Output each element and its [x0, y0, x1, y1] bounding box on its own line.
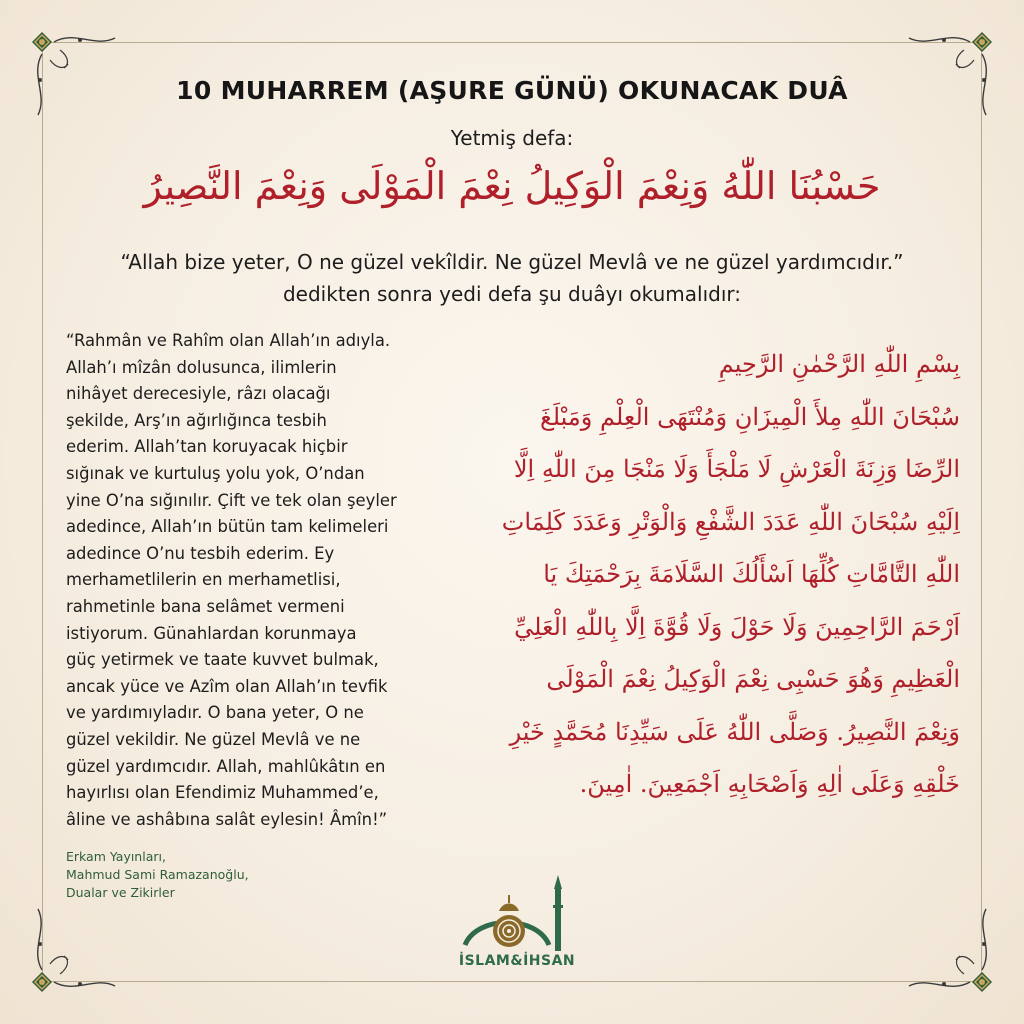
- mosque-icon: [457, 875, 577, 955]
- translation-line: güç yetirmek ve taate kuvvet bulmak,: [66, 650, 379, 670]
- translation-block: [66, 328, 446, 833]
- translation-line: sığınak ve kurtuluş yolu yok, O’ndan: [66, 463, 365, 483]
- source-line: Dualar ve Zikirler: [66, 885, 175, 900]
- translation-line: yine O’na sığınılır. Çift ve tek olan şeyler: [66, 490, 397, 510]
- translation-line: ve yardımıyladır. O bana yeter, O ne: [66, 703, 364, 723]
- arabic-line: اَرْحَمَ الرَّاحِمِينَ وَلَا حَوْلَ وَلَا قُوَّةَ اِلَّا بِاللّٰهِ الْعَلِيِّ: [514, 612, 960, 641]
- brand-name: İSLAM&İHSAN: [458, 953, 576, 969]
- arabic-line: الرِّضَا وَزِنَةَ الْعَرْشِ لَا مَلْجَأَ وَلَا مَنْجَا مِنَ اللّٰهِ اِلَّا: [513, 455, 960, 483]
- translation-line: nihâyet derecesiyle, râzı olacağı: [66, 384, 331, 404]
- translation-line: âline ve ashâbına salât eylesin! Âmîn!”: [66, 809, 388, 829]
- translation-line: ederim. Allah’tan koruyacak hiçbir: [66, 437, 348, 457]
- arabic-line: خَلْقِهِ وَعَلَى اٰلِهِ وَاَصْحَابِهِ اَجْمَعِينَ. اٰمِينَ.: [579, 770, 960, 798]
- meaning-line: dedikten sonra yedi defa şu duâyı okumalıdır:: [282, 282, 741, 306]
- translation-line: adedince O’nu tesbih ederim. Ey: [66, 543, 335, 563]
- arabic-prayer-long: [440, 338, 960, 811]
- meaning-block: [0, 246, 1024, 310]
- translation-line: merhametlilerin en merhametlisi,: [66, 570, 341, 590]
- translation-line: rahmetinle bana selâmet vermeni: [66, 596, 345, 616]
- arabic-line: اِلَيْهِ سُبْحَانَ اللّٰهِ عَدَدَ الشَّفْعِ وَالْوَتْرِ وَعَدَدَ كَلِمَاتِ: [501, 507, 960, 536]
- translation-line: hayırlısı olan Efendimiz Muhammed’e,: [66, 783, 379, 803]
- source-line: Mahmud Sami Ramazanoğlu,: [66, 867, 249, 882]
- arabic-line: بِسْمِ اللّٰهِ الرَّحْمٰنِ الرَّحِيمِ: [718, 350, 960, 378]
- page-title: 10 MUHARREM (AŞURE GÜNÜ) OKUNACAK DUÂ: [176, 76, 848, 105]
- translation-line: istiyorum. Günahlardan korunmaya: [66, 623, 357, 643]
- brand-logo: [457, 875, 577, 975]
- translation-line: “Rahmân ve Rahîm olan Allah’ın adıyla.: [66, 331, 391, 350]
- corner-ornament-bottom-left: [20, 894, 130, 1004]
- translation-line: adedince, Allah’ın bütün tam kelimeleri: [66, 517, 389, 537]
- arabic-line: وَنِعْمَ النَّصِيرُ. وَصَلَّى اللّٰهُ عَلَى سَيِّدِنَا مُحَمَّدٍ خَيْرِ: [509, 717, 960, 746]
- source-line: Erkam Yayınları,: [66, 849, 166, 864]
- meaning-line: “Allah bize yeter, O ne güzel vekîldir. Ne güzel Mevlâ ve ne güzel yardımcıdır.”: [120, 250, 904, 274]
- arabic-prayer-short: حَسْبُنَا اللّٰهُ وَنِعْمَ الْوَكِيلُ نِعْمَ الْمَوْلَى وَنِعْمَ النَّصِيرُ: [143, 164, 881, 208]
- source-citation: [66, 848, 249, 902]
- translation-line: güzel yardımcıdır. Allah, mahlûkâtın en: [66, 756, 386, 776]
- arabic-line: الْعَظِيمِ وَهُوَ حَسْبِى نِعْمَ الْوَكِيلُ نِعْمَ الْمَوْلَى: [546, 665, 960, 693]
- translation-line: ancak yüce ve Azîm olan Allah’ın tevfik: [66, 676, 388, 696]
- corner-ornament-bottom-right: [894, 894, 1004, 1004]
- intro-text: Yetmiş defa:: [450, 126, 574, 150]
- corner-ornament-top-left: [20, 20, 130, 130]
- arabic-line: اللّٰهِ التَّامَّاتِ كُلِّهَا اَسْأَلُكَ السَّلَامَةَ بِرَحْمَتِكَ يَا: [543, 560, 960, 588]
- arabic-line: سُبْحَانَ اللّٰهِ مِلأَ الْمِيزَانِ وَمُنْتَهَى الْعِلْمِ وَمَبْلَغَ: [539, 402, 960, 431]
- translation-line: şekilde, Arş’ın ağırlığınca tesbih: [66, 410, 327, 430]
- translation-line: güzel vekildir. Ne güzel Mevlâ ve ne: [66, 729, 361, 749]
- corner-ornament-top-right: [894, 20, 1004, 130]
- translation-line: Allah’ı mîzân dolusunca, ilimlerin: [66, 357, 337, 377]
